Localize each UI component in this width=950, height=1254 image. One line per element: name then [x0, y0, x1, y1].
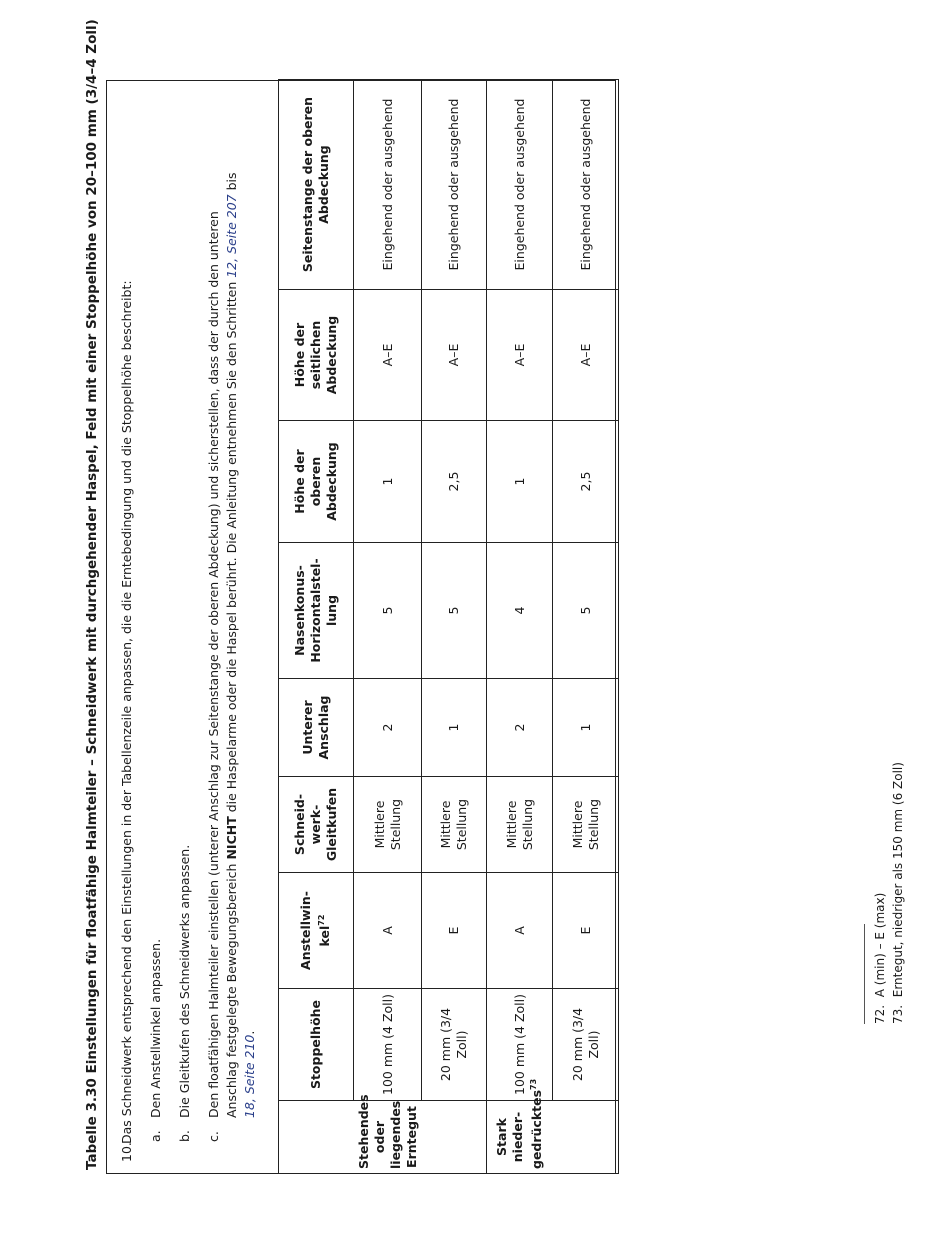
cell-nase: 5 — [354, 543, 422, 679]
cell-stange: Eingehend oder ausgehend — [354, 80, 422, 290]
cell-stoppel: 20 mm (3/4 Zoll) — [553, 989, 619, 1101]
table-row — [553, 80, 619, 1174]
cell-kufen: Mittlere Stellung — [354, 777, 422, 873]
item-c-text: die Haspelarme oder die Haspel berührt. Die Anleitung entnehmen Sie den Schritten — [224, 277, 239, 817]
cell-stange: Eingehend oder ausgehend — [553, 80, 619, 290]
category-stehend: Stehendes oder liegendes Erntegut — [354, 1101, 422, 1174]
cell-seite: A–E — [553, 290, 619, 421]
footnote-text: Erntegut, niedriger als 150 mm (6 Zoll) — [891, 762, 905, 998]
header-gleitkufen: Schneid-werk-Gleitkufen — [279, 777, 354, 873]
cell-nase: 5 — [422, 543, 487, 679]
cell-seite: A–E — [354, 290, 422, 421]
category-stehend-cont — [422, 1101, 487, 1174]
header-seitenstange: Seitenstange der oberen Abdeckung — [279, 80, 354, 290]
item-c-text: . — [242, 1030, 257, 1035]
header-unterer-anschlag: Unterer Anschlag — [279, 679, 354, 777]
footnote-72 — [873, 893, 887, 1024]
cell-stange: Eingehend oder ausgehend — [487, 80, 553, 290]
step-number: 10. — [119, 1142, 134, 1162]
item-letter: c. — [206, 1131, 221, 1142]
item-c-line2 — [223, 172, 241, 1118]
item-c-line3 — [241, 1031, 259, 1118]
table-row — [422, 80, 487, 1174]
cell-nase: 5 — [553, 543, 619, 679]
header-nasenkonus: Nasenkonus-Horizontalstel-lung — [279, 543, 354, 679]
header-empty — [279, 1101, 354, 1174]
footnote-number: 72. — [873, 1004, 887, 1024]
settings-table — [278, 79, 619, 1174]
header-hoehe-seite: Höhe der seitlichen Abdeckung — [279, 290, 354, 421]
item-c-line1: Den floatfähigen Halmteiler einstellen (unterer Anschlag zur Seitenstange der oberen Abdeckung) und sicherstellen, dass der durch den unteren — [206, 211, 221, 1118]
item-c-text: Anschlag festgelegte Bewegungsbereich — [224, 859, 239, 1118]
cell-stoppel: 100 mm (4 Zoll) — [487, 989, 553, 1101]
item-text: Den Anstellwinkel anpassen. — [148, 938, 163, 1118]
cell-anschlag: 1 — [422, 679, 487, 777]
cell-winkel: A — [354, 873, 422, 989]
cell-kufen: Mittlere Stellung — [487, 777, 553, 873]
cell-seite: A–E — [422, 290, 487, 421]
category-gedrueckt-cont — [553, 1101, 619, 1174]
header-stoppelhoehe: Stoppelhöhe — [279, 989, 354, 1101]
cell-oben: 2,5 — [422, 421, 487, 543]
cell-anschlag: 1 — [553, 679, 619, 777]
footnote-73 — [891, 762, 905, 1024]
footnote-text: A (min) – E (max) — [873, 892, 887, 998]
item-c-text: bis — [224, 172, 239, 195]
cell-anschlag: 2 — [354, 679, 422, 777]
footnote-number: 73. — [891, 1004, 905, 1024]
item-text: Die Gleitkufen des Schneidwerks anpassen. — [177, 844, 192, 1118]
header-hoehe-oben: Höhe der oberen Abdeckung — [279, 421, 354, 543]
cell-winkel: E — [553, 873, 619, 989]
link-step-12[interactable]: 12, Seite 207 — [224, 194, 239, 278]
cell-kufen: Mittlere Stellung — [422, 777, 487, 873]
cell-kufen: Mittlere Stellung — [553, 777, 619, 873]
header-row — [279, 80, 354, 1174]
link-step-18[interactable]: 18, Seite 210 — [242, 1034, 257, 1118]
footnote-rule — [864, 924, 865, 1024]
item-letter: b. — [177, 1130, 192, 1142]
table-row — [487, 80, 553, 1174]
header-anstellwinkel: Anstellwin-kel$^{72}$ — [279, 873, 354, 989]
cell-anschlag: 2 — [487, 679, 553, 777]
step-text: Das Schneidwerk entsprechend den Einstellungen in der Tabellenzeile anpassen, die die Erntebedingung und die Stoppelhöhe beschreibt: — [119, 280, 134, 1144]
cell-winkel: A — [487, 873, 553, 989]
cell-oben: 1 — [487, 421, 553, 543]
cell-oben: 2,5 — [553, 421, 619, 543]
item-letter: a. — [148, 1130, 163, 1142]
cell-winkel: E — [422, 873, 487, 989]
category-gedrueckt: Stark nieder-gedrücktes$^{73}$ — [487, 1101, 553, 1174]
cell-oben: 1 — [354, 421, 422, 543]
cell-stoppel: 20 mm (3/4 Zoll) — [422, 989, 487, 1101]
cell-stange: Eingehend oder ausgehend — [422, 80, 487, 290]
table-row — [354, 80, 422, 1174]
cell-seite: A–E — [487, 290, 553, 421]
table-title: Tabelle 3.30 Einstellungen für floatfähige Halmteiler – Schneidwerk mit durchgehender Haspel, Feld mit einer Stoppelhöhe von 20–100 mm (3/4–4 Zoll) — [84, 19, 100, 1170]
cell-nase: 4 — [487, 543, 553, 679]
cell-stoppel: 100 mm (4 Zoll) — [354, 989, 422, 1101]
item-c-bold: NICHT — [224, 816, 239, 860]
